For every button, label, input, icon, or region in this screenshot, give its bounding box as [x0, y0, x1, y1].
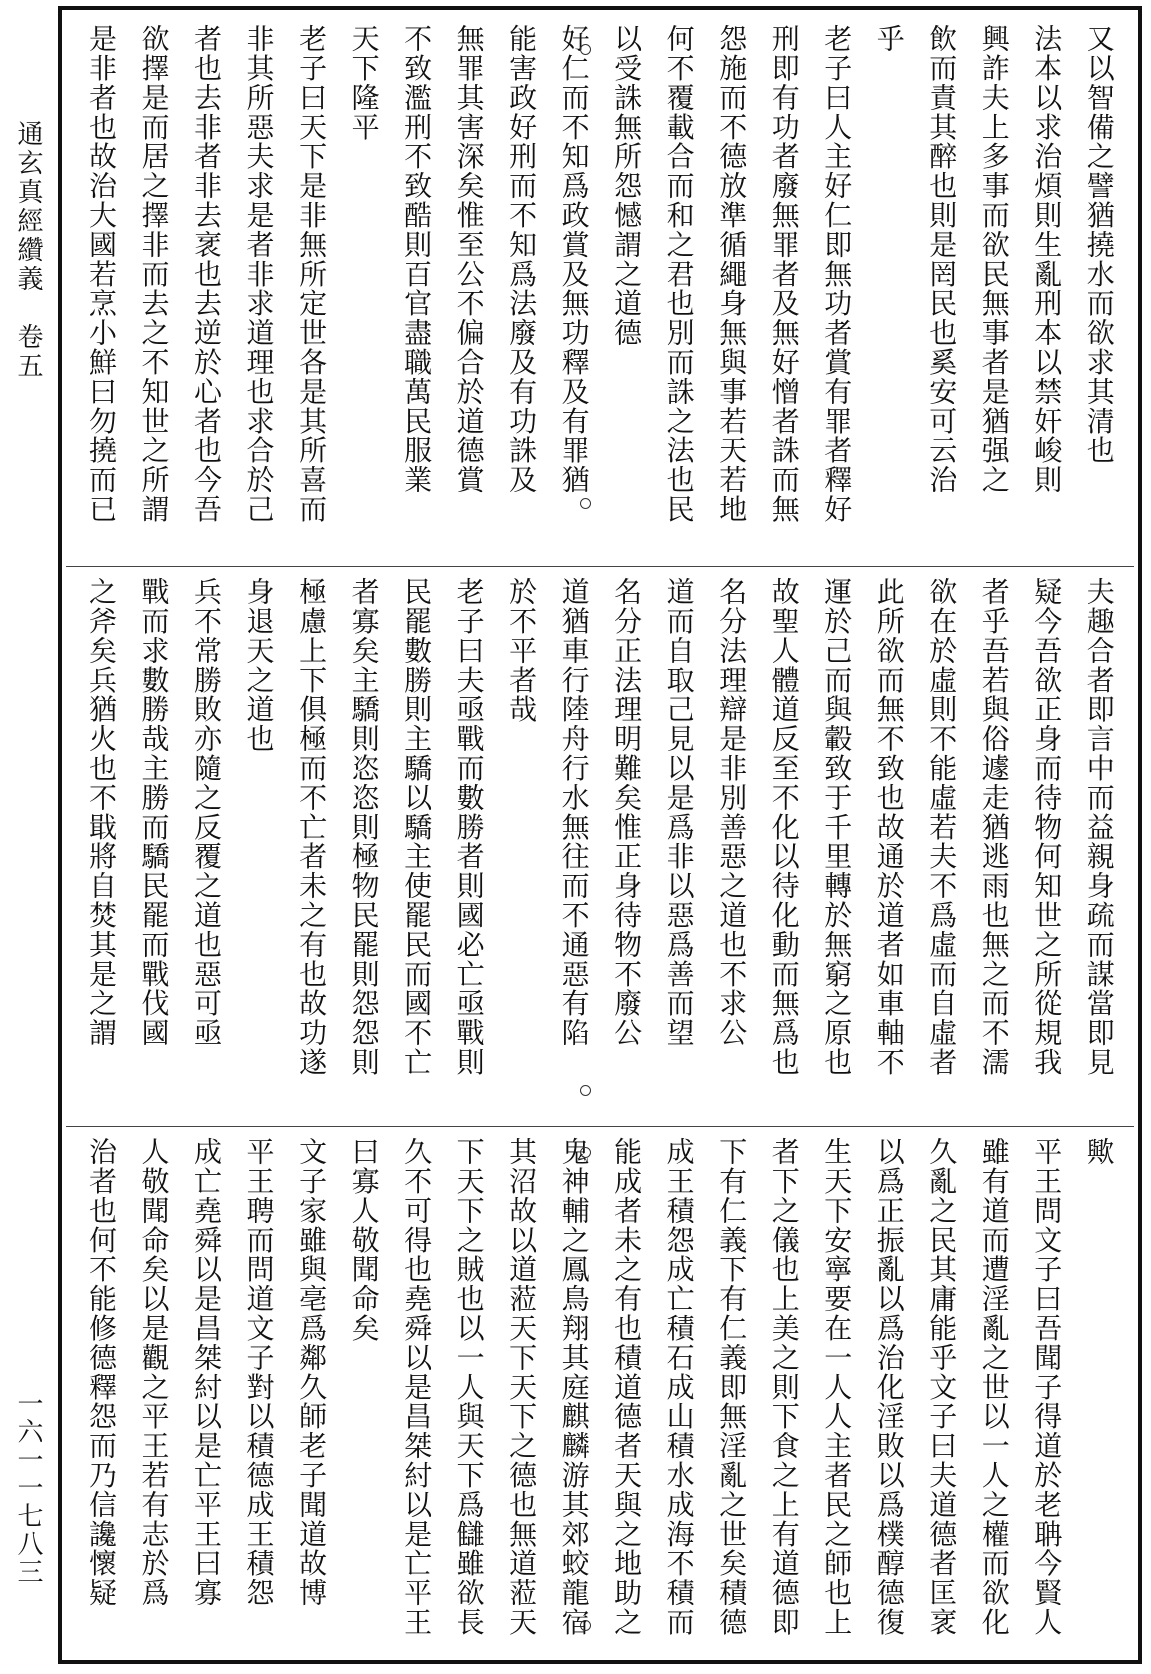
text-column: 夫趣合者即言中而益親身疏而謀當即見 [1082, 577, 1116, 1077]
margin-page-number: 一六一一七八三 [13, 1390, 43, 1586]
text-column: 怨施而不德放準循繩身無與事若天若地 [715, 24, 749, 524]
text-column: 法本以求治煩則生亂刑本以禁奸峻則 [1030, 24, 1064, 495]
text-column: 久亂之民其庸能乎文子曰夫道德者匡衺 [925, 1137, 959, 1637]
text-column: 兵不常勝敗亦隨之反覆之道也惡可亟 [190, 577, 224, 1048]
text-column: 故聖人體道反至不化以待化動而無爲也 [767, 577, 801, 1077]
text-column: 久不可得也堯舜以是昌桀紂以是亡平王 [400, 1137, 434, 1637]
text-column: 極慮上下俱極而不亡者未之有也故功遂 [295, 577, 329, 1077]
text-column: 下有仁義下有仁義即無淫亂之世矣積德 [715, 1137, 749, 1637]
text-column: 曰寡人敬聞命矣 [347, 1137, 381, 1343]
text-column: 成王積怨成亡積石成山積水成海不積而 [662, 1137, 696, 1637]
text-column: 以爲正振亂以爲治化淫敗以爲樸醇德復 [872, 1137, 906, 1637]
text-column: 欲在於虛則不能虛若夫不爲虛而自虛者 [925, 577, 959, 1077]
text-column: 運於己而與轂致于千里轉於無窮之原也 [820, 577, 854, 1077]
text-column: 歟 [1082, 1137, 1116, 1167]
text-panel-top [66, 14, 1134, 562]
text-column: 能成者未之有也積道德者天與之地助之 [610, 1137, 644, 1637]
text-column: 成亡堯舜以是昌桀紂以是亡平王曰寡 [190, 1137, 224, 1608]
text-column: 刑即有功者廢無罪者及無好憎者誅而無 [767, 24, 801, 524]
text-column: 者下之儀也上美之則下食之上有道德即 [767, 1137, 801, 1637]
text-column: 平王聘而問道文子對以積德成王積怨 [242, 1137, 276, 1608]
text-column: 雖有道而遭淫亂之世以一人之權而欲化 [977, 1137, 1011, 1637]
text-column: 下天下之賊也以一人與天下爲讎雖欲長 [452, 1137, 486, 1637]
text-column: 老子曰人主好仁即無功者賞有罪者釋好 [820, 24, 854, 524]
text-column: 又以智備之譬猶撓水而欲求其清也 [1082, 24, 1116, 465]
text-column: 民罷數勝則主驕以驕主使罷民而國不亡 [400, 577, 434, 1077]
text-column: 無罪其害深矣惟至公不偏合於道德賞 [452, 24, 486, 495]
punctuation-circle [580, 498, 591, 509]
text-column: 戰而求數勝哉主勝而驕民罷而戰伐國 [137, 577, 171, 1048]
text-column: 是非者也故治大國若烹小鮮曰勿撓而已 [85, 24, 118, 524]
text-column: 文子家雖與亳爲鄰久師老子聞道故博 [295, 1137, 329, 1608]
column-group-bottom [84, 1137, 1116, 1650]
text-panel-middle [66, 566, 1134, 1122]
margin-book-title: 通玄真經纘義 卷五 [13, 120, 43, 381]
text-column: 者寡矣主驕則恣恣則極物民罷則怨怨則 [347, 577, 381, 1077]
punctuation-circle [580, 1147, 591, 1158]
text-column: 者也去非者非去衺也去逆於心者也今吾 [190, 24, 224, 524]
text-column: 於不平者哉 [505, 577, 539, 724]
text-column: 名分法理辯是非別善惡之道也不求公 [715, 577, 749, 1048]
text-column: 鬼神輔之鳳鳥翔其庭麒麟游其郊蛟龍宿 [557, 1137, 591, 1637]
text-column: 道猶車行陸舟行水無往而不通惡有陷 [557, 577, 591, 1048]
text-column: 能害政好刑而不知爲法廢及有功誅及 [505, 24, 539, 495]
column-group-top [84, 24, 1116, 552]
text-column: 人敬聞命矣以是觀之平王若有志於爲 [137, 1137, 171, 1608]
text-column: 疑今吾欲正身而待物何知世之所從規我 [1030, 577, 1064, 1077]
text-column: 不致濫刑不致酷則百官盡職萬民服業 [400, 24, 434, 495]
page-frame [58, 6, 1142, 1664]
text-column: 之斧矣兵猶火也不戢將自焚其是之謂 [85, 577, 118, 1048]
text-column: 生天下安寧要在一人人主者民之師也上 [820, 1137, 854, 1637]
column-group-middle [84, 577, 1116, 1112]
text-column: 老子曰天下是非無所定世各是其所喜而 [295, 24, 329, 524]
punctuation-circle [580, 44, 591, 55]
text-column: 治者也何不能修德釋怨而乃信讒懷疑 [85, 1137, 118, 1608]
text-column: 老子曰夫亟戰而數勝者則國必亡亟戰則 [452, 577, 486, 1077]
text-column: 興詐夫上多事而欲民無事者是猶强之 [977, 24, 1011, 495]
text-column: 者乎吾若與俗遽走猶逃雨也無之而不濡 [977, 577, 1011, 1077]
text-column: 名分正法理明難矣惟正身待物不廢公 [610, 577, 644, 1048]
text-column: 乎 [872, 24, 906, 54]
text-column: 非其所惡夫求是者非求道理也求合於己 [242, 24, 276, 524]
text-column: 此所欲而無不致也故通於道者如車軸不 [872, 577, 906, 1077]
text-column: 天下隆平 [347, 24, 381, 142]
text-column: 以受誅無所怨憾謂之道德 [610, 24, 644, 348]
text-column: 身退天之道也 [242, 577, 276, 754]
text-column: 飲而責其醉也則是罔民也奚安可云治 [925, 24, 959, 495]
punctuation-circle [580, 1085, 591, 1096]
text-panel-bottom [66, 1126, 1134, 1660]
text-column: 好仁而不知爲政賞及無功釋及有罪猶 [557, 24, 591, 495]
text-column: 其沼故以道蒞天下天下之德也無道蒞天 [505, 1137, 539, 1637]
text-column: 平王問文子曰吾聞子得道於老聃今賢人 [1030, 1137, 1064, 1637]
text-column: 何不覆載合而和之君也別而誅之法也民 [662, 24, 696, 524]
text-column: 道而自取己見以是爲非以惡爲善而望 [662, 577, 696, 1048]
text-column: 欲擇是而居之擇非而去之不知世之所謂 [137, 24, 171, 524]
punctuation-circle [580, 1620, 591, 1631]
